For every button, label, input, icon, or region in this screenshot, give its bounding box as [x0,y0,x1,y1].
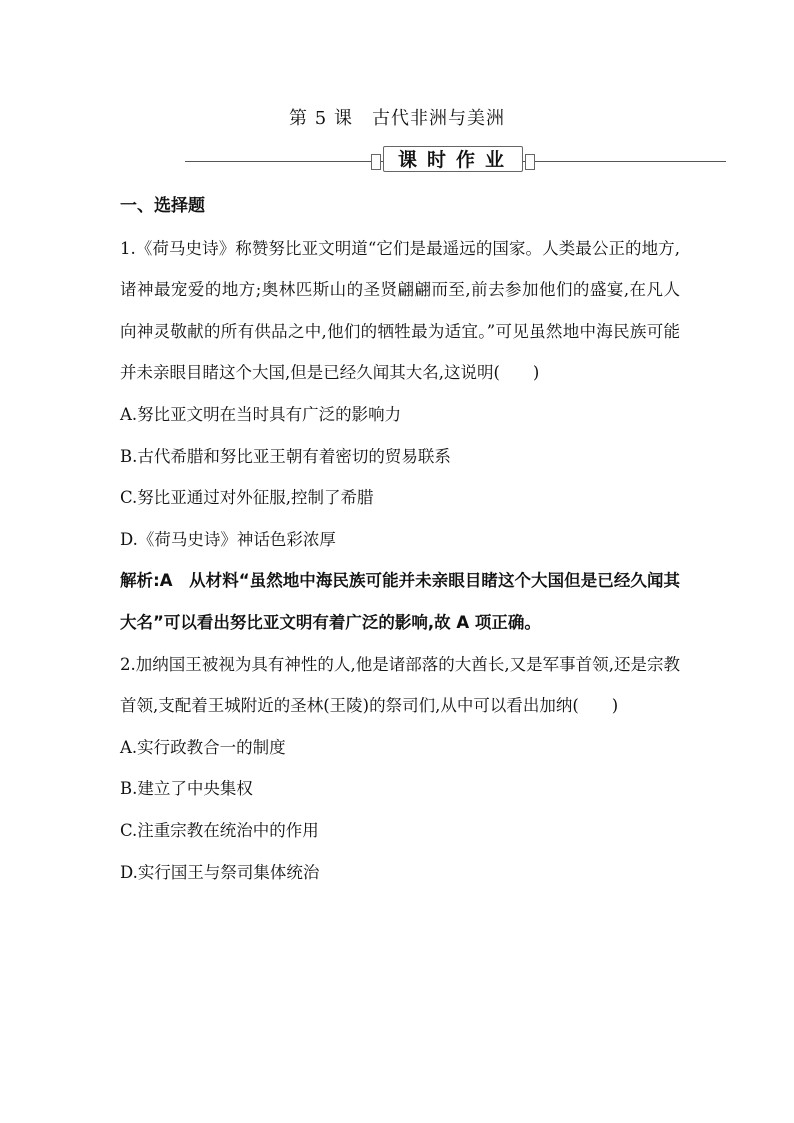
question-1-stem: 1.《荷马史诗》称赞努比亚文明道“它们是最遥远的国家。人类最公正的地方,诸神最宠爱的地方;奥林匹斯山的圣贤翩翩而至,前去参加他们的盛宴,在凡人向神灵敬献的所有供品之中,他们的牺牲最为适宜。”可见虽然地中海民族可能并未亲眼目睹这个大国,但是已经久闻其大名,这说明( ) [120,238,680,383]
section-heading: 一、选择题 [120,196,205,216]
question-2-option-b: B.建立了中央集权 [120,779,253,799]
question-2-option-c: C.注重宗教在统治中的作用 [120,820,319,840]
question-2-stem: 2.加纳国王被视为具有神性的人,他是诸部落的大酋长,又是军事首领,还是宗教首领,支配着王城附近的圣林(王陵)的祭司们,从中可以看出加纳( ) [120,654,680,716]
banner-right-cap [525,154,535,170]
homework-banner [185,144,726,174]
banner-label: 课时作业 [383,146,523,172]
question-1-option-d: D.《荷马史诗》神话色彩浓厚 [120,529,336,549]
question-1-option-c: C.努比亚通过对外征服,控制了希腊 [120,488,374,508]
question-2-option-a: A.实行政教合一的制度 [120,737,286,757]
banner-left-cap [371,154,381,170]
document-body [120,186,680,893]
page-title: 第 5 课 古代非洲与美洲 [289,108,505,129]
question-1-option-b: B.古代希腊和努比亚王朝有着密切的贸易联系 [120,446,451,466]
question-2-option-d: D.实行国王与祭司集体统治 [120,862,320,882]
question-1-analysis: 解析:A 从材料“虽然地中海民族可能并未亲眼目睹这个大国但是已经久闻其大名”可以看出努比亚文明有着广泛的影响,故 A 项正确。 [120,571,680,632]
question-1-option-a: A.努比亚文明在当时具有广泛的影响力 [120,404,402,424]
